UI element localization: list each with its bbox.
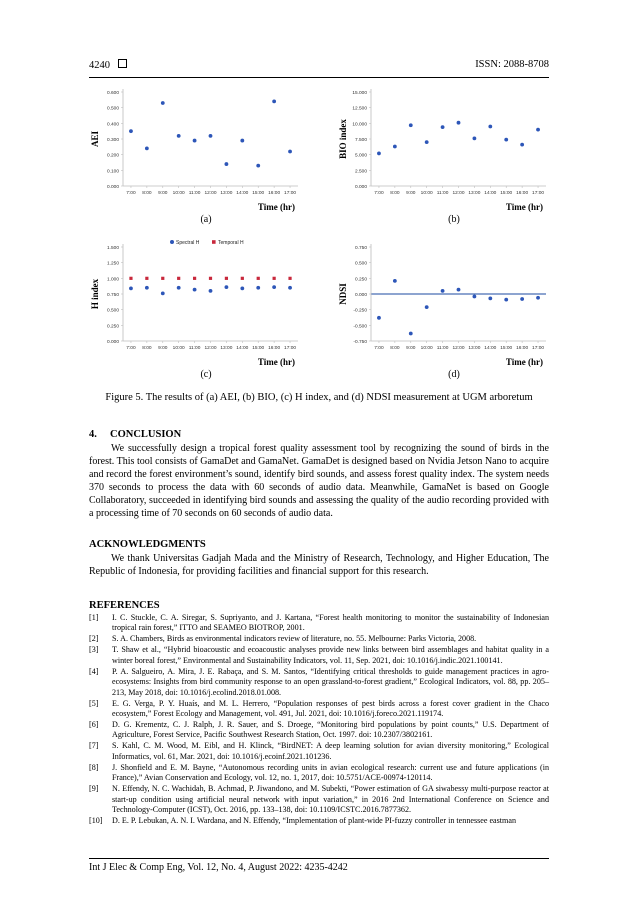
reference-text: D. G. Krementz, C. J. Ralph, J. R. Sauer, and S. Droege, “Monitoring bird populations by point counts,” U.S. Department of Agriculture, Forest Service, Pacific Southwest Research Station, Oct. 1997. doi: 10.2307/3802161. <box>112 720 549 740</box>
x-tick-label: 10:00 <box>172 191 185 196</box>
y-tick-label: 0.600 <box>106 91 119 96</box>
data-point-spectral-h <box>225 285 229 289</box>
x-tick-label: 14:00 <box>236 346 249 351</box>
data-point <box>393 279 397 283</box>
data-point <box>409 123 413 127</box>
data-point <box>177 134 181 138</box>
x-tick-label: 14:00 <box>484 191 497 196</box>
y-tick-label: 2.500 <box>354 169 367 175</box>
data-point <box>129 129 133 133</box>
chart-bio <box>336 82 551 227</box>
y-tick-label: 0.250 <box>106 324 119 330</box>
reference-text: E. G. Verga, P. Y. Huaís, and M. L. Herrero, “Population responses of pest birds across a forest cover gradient in the Chaco ecosystem,” Forest Ecology and Management, vol. 491, Jul. 2021, doi: 10.1016/j.foreco.2021.119174. <box>112 698 549 719</box>
y-tick-label: 12.500 <box>352 106 367 112</box>
legend-label: Spectral H <box>176 239 200 246</box>
data-point <box>377 316 381 320</box>
references-list <box>89 613 549 827</box>
data-point-temporal-h <box>273 277 276 280</box>
y-tick-label: -0.250 <box>353 308 367 314</box>
data-point <box>161 101 165 105</box>
y-tick-label: 1.000 <box>106 277 119 283</box>
data-point <box>441 289 445 293</box>
x-tick-label: 15:00 <box>500 346 513 351</box>
reference-number: [6] <box>89 720 99 730</box>
y-tick-label: 0.250 <box>354 277 367 283</box>
square-icon <box>118 59 127 68</box>
reference-item <box>89 645 549 666</box>
x-tick-label: 7:00 <box>126 191 136 196</box>
figure-caption: Figure 5. The results of (a) AEI, (b) BIO, (c) H index, and (d) NDSI measurement at UGM arboretum <box>105 392 533 403</box>
reference-text: S. A. Chambers, Birds as environmental indicators review of literature, no. 55. Melbourne: Parks Victoria, 2008. <box>112 634 477 644</box>
panel-label: (b) <box>448 214 460 225</box>
x-tick-label: 17:00 <box>532 346 545 351</box>
reference-number: [4] <box>89 666 99 676</box>
data-point <box>473 295 477 299</box>
x-tick-label: 16:00 <box>516 346 529 351</box>
y-tick-label: 0.500 <box>106 308 119 314</box>
x-tick-label: 10:00 <box>420 346 433 351</box>
chart-svg <box>336 237 551 382</box>
data-point-temporal-h <box>193 277 196 280</box>
y-tick-label: 10.000 <box>352 122 367 128</box>
panel-label: (a) <box>200 214 212 225</box>
panel-label: (d) <box>448 369 460 380</box>
data-point <box>209 134 213 138</box>
data-point-temporal-h <box>129 277 132 280</box>
y-tick-label: 0.100 <box>106 169 119 175</box>
chart-svg <box>88 237 303 382</box>
data-point-spectral-h <box>288 286 292 290</box>
y-tick-label: 0.750 <box>106 293 119 298</box>
data-point <box>520 143 524 147</box>
page-header <box>89 59 549 75</box>
x-axis-title: Time (hr) <box>505 202 543 212</box>
x-tick-label: 16:00 <box>268 191 281 196</box>
y-tick-label: 1.500 <box>106 246 119 251</box>
data-point <box>272 100 276 104</box>
data-point <box>377 152 381 156</box>
data-point <box>473 136 477 140</box>
chart-ndsi <box>336 237 551 382</box>
data-point <box>457 121 461 125</box>
data-point <box>145 147 149 151</box>
data-point-spectral-h <box>240 286 244 290</box>
y-tick-label: 0.000 <box>106 340 119 345</box>
reference-item <box>89 816 549 826</box>
reference-item <box>89 741 549 762</box>
x-tick-label: 15:00 <box>252 191 265 196</box>
data-point-temporal-h <box>241 277 244 280</box>
x-tick-label: 9:00 <box>158 346 168 351</box>
y-tick-label: 0.750 <box>354 246 367 251</box>
chart-svg <box>88 82 303 227</box>
acknowledgments-heading: ACKNOWLEDGMENTS <box>89 539 206 550</box>
data-point <box>225 162 229 166</box>
data-point <box>536 128 540 132</box>
y-tick-label: 0.200 <box>106 153 119 159</box>
data-point <box>425 140 429 144</box>
data-point-temporal-h <box>257 277 260 280</box>
chart-svg <box>336 82 551 227</box>
data-point-temporal-h <box>145 277 148 280</box>
y-tick-label: 0.000 <box>106 185 119 190</box>
x-tick-label: 17:00 <box>284 346 297 351</box>
x-tick-label: 8:00 <box>142 191 152 196</box>
x-tick-label: 16:00 <box>268 346 281 351</box>
x-tick-label: 13:00 <box>220 191 233 196</box>
x-tick-label: 9:00 <box>158 191 168 196</box>
x-tick-label: 11:00 <box>188 191 201 196</box>
data-point <box>193 139 197 143</box>
x-tick-label: 7:00 <box>374 346 384 351</box>
reference-number: [7] <box>89 741 99 751</box>
footer-rule <box>89 858 549 859</box>
x-tick-label: 8:00 <box>390 191 400 196</box>
x-tick-label: 11:00 <box>188 346 201 351</box>
x-axis-title: Time (hr) <box>505 357 543 367</box>
data-point <box>256 164 260 168</box>
data-point-temporal-h <box>209 277 212 280</box>
reference-number: [3] <box>89 645 99 655</box>
references-heading: REFERENCES <box>89 600 160 611</box>
y-tick-label: 0.000 <box>354 293 367 298</box>
data-point <box>441 125 445 129</box>
legend-label: Temporal H <box>218 239 244 246</box>
reference-item <box>89 613 549 634</box>
y-axis-title: BIO index <box>338 119 348 159</box>
x-tick-label: 7:00 <box>126 346 136 351</box>
reference-number: [2] <box>89 634 99 644</box>
chart-legend <box>170 240 244 246</box>
x-tick-label: 13:00 <box>468 346 481 351</box>
x-tick-label: 13:00 <box>220 346 233 351</box>
x-tick-label: 16:00 <box>516 191 529 196</box>
panel-label: (c) <box>200 369 212 380</box>
x-tick-label: 17:00 <box>284 191 297 196</box>
y-tick-label: 5.000 <box>354 153 367 159</box>
data-point <box>393 145 397 149</box>
data-point <box>488 296 492 300</box>
y-axis-title: NDSI <box>338 283 348 305</box>
data-point <box>488 125 492 129</box>
y-tick-label: 1.250 <box>106 261 119 267</box>
reference-text: N. Effendy, N. C. Wachidah, B. Achmad, P. Jiwandono, and M. Subekti, “Power estimation of GA siwabessy multi-purpose reactor at start-up condition using artificial neural network with input variation,” in 2016 2nd International Conference on Science and Technology-Computer (ICST), Oct. 2016, pp. 133–138, doi: 10.1109/ICSTC.2016.7877362. <box>112 784 549 815</box>
x-tick-label: 10:00 <box>172 346 185 351</box>
reference-item <box>89 720 549 741</box>
data-point <box>288 150 292 154</box>
data-point-temporal-h <box>288 277 291 280</box>
x-tick-label: 12:00 <box>452 191 465 196</box>
x-tick-label: 7:00 <box>374 191 384 196</box>
y-axis-title: AEI <box>90 130 100 148</box>
y-tick-label: -0.750 <box>353 340 367 345</box>
x-tick-label: 15:00 <box>500 191 513 196</box>
data-point-spectral-h <box>256 286 260 290</box>
y-tick-label: 0.000 <box>354 185 367 190</box>
data-point-spectral-h <box>161 291 165 295</box>
y-axis-title: H index <box>90 278 100 310</box>
chart-h-index <box>88 237 303 382</box>
data-point-spectral-h <box>209 289 213 293</box>
data-point <box>536 296 540 300</box>
x-tick-label: 17:00 <box>532 191 545 196</box>
x-tick-label: 10:00 <box>420 191 433 196</box>
reference-item <box>89 784 549 815</box>
chart-aei <box>88 82 303 227</box>
x-tick-label: 13:00 <box>468 191 481 196</box>
reference-number: [9] <box>89 784 99 794</box>
data-point-temporal-h <box>177 277 180 280</box>
x-tick-label: 14:00 <box>484 346 497 351</box>
acknowledgments-text: We thank Universitas Gadjah Mada and the Ministry of Research, Technology, and Higher Education, The Republic of Indonesia, for providing facilities and financial support for this research. <box>89 553 549 577</box>
page-number: 4240 <box>89 59 127 71</box>
y-tick-label: 0.400 <box>106 122 119 128</box>
data-point-spectral-h <box>145 286 149 290</box>
data-point <box>409 332 413 336</box>
reference-text: P. A. Salgueiro, A. Mira, J. E. Rabaça, and S. M. Santos, “Identifying critical thresholds to guide management practices in agro-ecosystems: Insights from bird community response to an open grassland-to-forest gradient,” Ecological Indicators, vol. 88, pp. 205–213, May 2018, doi: 10.1016/j.ecolind.2018.01.008. <box>112 666 549 697</box>
data-point-spectral-h <box>272 285 276 289</box>
reference-text: J. Shonfield and E. M. Bayne, “Autonomous recording units in avian ecological research: current use and future applications (in France),” Avian Conservation and Ecology, vol. 12, no. 1, 2017, doi: 10.5751/ACE-00974-120114. <box>112 762 549 783</box>
data-point <box>504 138 508 142</box>
reference-text: I. C. Stuckle, C. A. Siregar, S. Supriyanto, and J. Kartana, “Forest health monitoring to monitor the sustainability of Indonesian tropical rain forest,” ITTO and SEAMEO BIOTROP, 2001. <box>112 613 549 633</box>
y-tick-label: 0.300 <box>106 138 119 143</box>
x-tick-label: 12:00 <box>204 191 217 196</box>
x-tick-label: 9:00 <box>406 191 416 196</box>
data-point <box>504 298 508 302</box>
reference-number: [10] <box>89 816 103 826</box>
data-point-spectral-h <box>177 286 181 290</box>
legend-marker-temporal-h <box>212 240 216 244</box>
x-tick-label: 12:00 <box>204 346 217 351</box>
reference-number: [1] <box>89 613 99 622</box>
reference-text: D. E. P. Lebukan, A. N. I. Wardana, and N. Effendy, “Implementation of plant-wide PI-fuzzy controller in tennessee eastman <box>112 816 516 826</box>
y-tick-label: 7.500 <box>354 138 367 143</box>
data-point <box>457 288 461 292</box>
reference-number: [5] <box>89 698 99 708</box>
reference-item <box>89 699 549 720</box>
reference-item <box>89 634 549 644</box>
data-point-temporal-h <box>161 277 164 280</box>
page-footer: Int J Elec & Comp Eng, Vol. 12, No. 4, August 2022: 4235-4242 <box>89 862 348 873</box>
conclusion-text: We successfully design a tropical forest quality assessment tool by recognizing the sound of birds in the forest. This tool consists of GamaDet and GamaNet. GamaDet is designed based on Nvidia Jetson Nano to acquire and record the forest environment’s sound, identify bird sounds, and assess forest quality index. The system needs 370 seconds to process the data with 60 seconds of audio data. Meanwhile, GamaNet is based on Google Collaboratory, succeeded in identifying bird sounds and assessing the quality of the audio recording provided with a processing time of 70 seconds on 60 seconds of audio data. <box>89 443 549 519</box>
x-tick-label: 15:00 <box>252 346 265 351</box>
header-rule <box>89 77 549 78</box>
reference-number: [8] <box>89 762 99 772</box>
y-tick-label: 0.500 <box>106 106 119 112</box>
legend-marker-spectral-h <box>170 240 174 244</box>
data-point-temporal-h <box>225 277 228 280</box>
y-tick-label: -0.500 <box>353 324 367 330</box>
data-point <box>520 297 524 301</box>
x-axis-title: Time (hr) <box>257 357 295 367</box>
reference-text: S. Kahl, C. M. Wood, M. Eibl, and H. Klinck, “BirdNET: A deep learning solution for avian diversity monitoring,” Ecological Informatics, vol. 61, Mar. 2021, doi: 10.1016/j.ecoinf.2021.101236. <box>112 741 549 761</box>
y-tick-label: 0.500 <box>354 261 367 267</box>
x-tick-label: 8:00 <box>142 346 152 351</box>
y-tick-label: 15.000 <box>352 91 367 96</box>
reference-item <box>89 763 549 784</box>
x-tick-label: 11:00 <box>436 346 449 351</box>
x-tick-label: 11:00 <box>436 191 449 196</box>
conclusion-heading: 4. CONCLUSION <box>89 429 182 440</box>
reference-text: T. Shaw et al., “Hybrid bioacoustic and ecoacoustic analyses provide new links between bird assemblages and habitat quality in a winter boreal forest,” Environmental and Sustainability Indicators, vol. 11, Sep. 2021, doi: 10.1016/j.indic.2021.100141. <box>112 645 549 665</box>
issn-label: ISSN: 2088-8708 <box>475 59 549 70</box>
data-point-spectral-h <box>193 288 197 292</box>
x-tick-label: 9:00 <box>406 346 416 351</box>
data-point <box>425 305 429 309</box>
x-tick-label: 14:00 <box>236 191 249 196</box>
x-tick-label: 12:00 <box>452 346 465 351</box>
x-axis-title: Time (hr) <box>257 202 295 212</box>
data-point-spectral-h <box>129 286 133 290</box>
x-tick-label: 8:00 <box>390 346 400 351</box>
reference-item <box>89 667 549 698</box>
data-point <box>240 139 244 143</box>
